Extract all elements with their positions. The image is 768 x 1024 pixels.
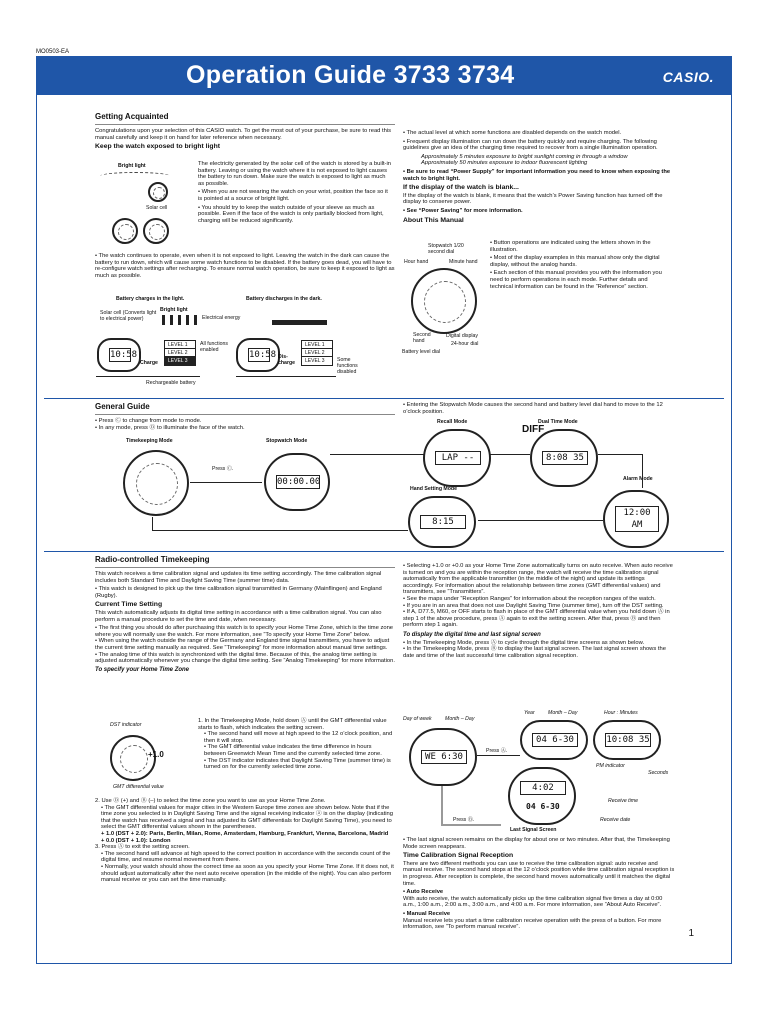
arrow: [478, 520, 603, 521]
title-banner: [36, 56, 732, 94]
bullet: • In the Timekeeping Mode, press Ⓐ to cycle through the digital time screens as shown below.: [403, 639, 645, 646]
mode-label: Recall Mode: [437, 419, 468, 425]
bullet: • The GMT differential value indicates the time difference in hours between Greenwich Mean Time and the currently selected time zone.: [204, 744, 382, 757]
bullet: • The watch continues to operate, even when it is not exposed to light. Leaving the watch in the dark can cause the battery to run down, which will cause some watch functions to be disabled. If the battery goes dead, you will have to re-configure watch settings after recharging. To ensure normal watch operation, be sure to keep it exposed to light as much as possible.: [95, 253, 395, 279]
bullet: • The DST indicator indicates that Daylight Saving Time (summer time) is turned on for the currently selected time zone.: [204, 757, 391, 771]
bullet: • Entering the Stopwatch Mode causes the second hand and battery level dial hand to move to the 12 o’clock position.: [403, 402, 663, 415]
arrow: [441, 824, 501, 826]
bullet: • Be sure to read “Power Supply” for important information you need to know when exposing the watch to bright light.: [403, 168, 671, 182]
mode-label: Stopwatch Mode: [266, 438, 308, 444]
step: 1. In the Timekeeping Mode, hold down Ⓐ until the GMT differential value starts to flash, which indicates the setting screen.: [198, 718, 387, 731]
mode-label: Hand Setting Mode: [410, 486, 457, 492]
general-guide-section: [95, 402, 395, 433]
page-title: Operation Guide 3733 3734: [186, 61, 515, 89]
getting-acquainted-section: [95, 112, 395, 152]
bullet: • If you are in an area that does not use Daylight Saving Time (summer time), turn off the DST setting.: [403, 602, 664, 609]
watch-display: 8:15: [408, 496, 476, 548]
bullet: • The second hand will advance at high speed to the correct position in accordance with the seconds count of the digital time, and resume normal movement from there.: [101, 850, 391, 864]
seconds-label: Seconds: [648, 770, 669, 776]
watch-illustration: [148, 182, 168, 202]
arrow: [190, 482, 262, 483]
dial24-label: 24-hour dial: [451, 341, 479, 347]
stopwatch-note: [403, 402, 673, 417]
home-zone-steps: [198, 718, 395, 773]
dst-indicator-label: DST indicator: [110, 722, 142, 728]
bullet: • The last signal screen remains on the display for about one or two minutes. After that, the Timekeeping Mode screen reappears.: [403, 837, 670, 850]
bullet: • The first thing you should do after purchasing this watch is to specify your Home Time Zone, which is the time zone where you will normally use the watch. For more information, see “To specify your Home Time Zone” below.: [95, 625, 394, 638]
discharges-caption: Battery discharges in the dark.: [246, 296, 322, 302]
mode-label: Dual Time Mode: [538, 419, 578, 425]
year-label: Year: [524, 710, 535, 716]
bullet: • Frequent display illumination can run down the battery quickly and require charging. The following guidelines give an idea of the charging time required to recover from a single illumination operation.: [403, 138, 658, 152]
subheading: Time Calibration Signal Reception: [403, 852, 514, 860]
mode-label: Timekeeping Mode: [126, 438, 173, 444]
solar-cell-label: Solar cell: [146, 205, 168, 211]
brand-logo: CASIO.: [662, 69, 714, 85]
paragraph: There are two different methods you can use to receive the time calibration signal: auto receive and manual receive. The second hand stops at the 12 o’clock position while time calibration signal reception is in progress. After reception is complete, the second hand moves automatically until it matches the digital time.: [403, 860, 675, 887]
arrow: [96, 376, 200, 377]
arrow: [598, 454, 643, 455]
month-day-label: Month – Day: [445, 716, 475, 722]
arrow: [490, 454, 530, 455]
solar-text: [198, 161, 393, 226]
radio-section: [95, 555, 395, 674]
note: Approximately 50 minutes exposure to indoor fluorescent lighting: [421, 160, 588, 167]
watch-illustration: [143, 218, 169, 244]
section-divider: [44, 551, 724, 552]
arrow: [477, 755, 520, 756]
bullet: • This watch is designed to pick up the time calibration signal transmitted in Germany (Mainflingen) and England (Rugby).: [95, 586, 382, 599]
watch-face-illustration: [123, 450, 189, 516]
rechargeable-battery-label: Rechargeable battery: [146, 380, 196, 386]
step: 3. Press Ⓐ to exit the setting screen.: [95, 844, 190, 851]
subheading: If the display of the watch is blank...: [403, 184, 519, 192]
bullet-heading: • Auto Receive: [403, 889, 444, 896]
bullet: • The actual level at which some functions are disabled depends on the watch model.: [403, 130, 622, 136]
bullet: • The GMT differential values for major cities in the Western Europe time zones are shown below. Note that if the time zone you selected is in Daylight Saving Time and the signal receiving indicator ⓐ is on the display (indicating that the watch has received a signal and has adjusted its GMT differentials for Daylight Saving Time), you need to select the GMT differential values shown in the parentheses.: [101, 804, 393, 831]
bullet: • Each section of this manual provides you with the information you need to perform operations in each mode. Further details and technical information can be found in the “Reference” section.: [490, 270, 662, 290]
bullet: • See “Power Saving” for more information.: [403, 207, 523, 214]
step: 2. Use Ⓓ (+) and Ⓑ (–) to select the time zone you want to use as your Home Time Zone.: [95, 798, 326, 804]
arrow: [152, 517, 153, 530]
battery-levels: LEVEL 1 LEVEL 2 LEVEL 3: [301, 340, 333, 366]
watch-display: LAP --: [423, 429, 491, 487]
watch-display: 00:00.00: [264, 453, 330, 511]
month-day-label: Month – Day: [548, 710, 578, 716]
charging-notes: [403, 130, 673, 225]
all-functions-label: All functions enabled: [200, 341, 228, 353]
bright-light-label: Bright light: [160, 307, 188, 313]
arrow: [441, 786, 443, 824]
bullet: • Selecting +1.0 or +0.0 as your Home Time Zone automatically turns on auto receive. When auto receive is turned on and you are within the reception range, the watch will receive the time calibration signal automatically from the applicable transmitter (in the middle of the night) and update its settings accordingly. For information about the relationship between time zones (GMT differential values) and transmitters, see “Transmitters”.: [403, 563, 673, 596]
watch-face-illustration: [411, 268, 477, 334]
last-signal-caption: Last Signal Screen: [510, 827, 557, 833]
electrical-energy-label: Electrical energy: [202, 315, 241, 321]
section-divider: [44, 398, 724, 399]
watch-display: 04 6-30: [520, 720, 588, 760]
paragraph: Manual receive lets you start a time calibration receive operation with the press of a button. For more information, see “To perform manual receive”.: [403, 917, 662, 931]
bullet: • Normally, your watch should show the correct time as soon as you specify your Home Time Zone. If it does not, it should adjust automatically after the next auto receive operation (in the middle of the night). You can also perform manual receive or you can set the time manually.: [101, 863, 394, 884]
subheading: About This Manual: [403, 216, 464, 224]
battery-levels: LEVEL 1 LEVEL 2 LEVEL 3: [164, 340, 196, 366]
solar-cell-label: Solar cell (Converts light to electrical power): [100, 310, 157, 322]
discharge-label: Dis-charge: [278, 354, 296, 366]
bullet-heading: • Manual Receive: [403, 910, 451, 917]
bullet: • Press Ⓒ to change from mode to mode.: [95, 418, 202, 424]
subheading: Current Time Setting: [95, 601, 163, 609]
digital-display-label: Digital display: [446, 333, 479, 339]
bullet: • In the Timekeeping Mode, press Ⓑ to display the last signal screen. The last signal screen shows the date and time of the last successful time calibration signal reception.: [403, 646, 666, 659]
bullet: • The second hand will move at high speed to the 12 o’clock position, and then it will stop.: [204, 731, 393, 744]
bullet: • Most of the display examples in this manual show only the digital display, without the analog hands.: [490, 255, 660, 268]
section-heading: Radio-controlled Timekeeping: [95, 555, 210, 564]
watch-display: 8:08 35: [530, 429, 598, 487]
battery-level-dial-label: Battery level dial: [402, 349, 441, 355]
last-signal-date: 04 6-30: [526, 802, 560, 811]
watch-display: 4:02: [508, 767, 576, 825]
subheading: To display the digital time and last signal screen: [403, 631, 541, 638]
hour-minutes-label: Hour : Minutes: [604, 710, 638, 716]
light-arrows-icon: [162, 315, 200, 325]
bullet: • In any mode, press Ⓓ to illuminate the face of the watch.: [95, 424, 245, 431]
section-heading: Getting Acquainted: [95, 112, 169, 121]
bullet: • The analog time of this watch is synchronized with the digital time. Because of this, the analog time setting is adjusted automatically whenever you change the digital time setting. See “Analog Timekeeping” for more information.: [95, 651, 395, 665]
press-c-label: Press Ⓒ.: [212, 466, 234, 472]
receive-time-label: Receive time: [608, 798, 638, 804]
reception-section: [403, 837, 675, 933]
receive-date-label: Receive date: [600, 817, 631, 823]
auto-receive-notes: [403, 563, 675, 661]
paragraph: Congratulations upon your selection of this CASIO watch. To get the most out of your purchase, be sure to read this manual carefully and keep it on hand for later reference when necessary.: [95, 128, 392, 141]
city-list: + 0.0 (DST + 1.0): London: [101, 837, 171, 844]
subheading: Keep the watch exposed to bright light: [95, 143, 220, 151]
diff-indicator: DIFF: [522, 424, 545, 435]
watch-display: 10:58: [236, 338, 280, 372]
pm-indicator-label: PM indicator: [596, 763, 625, 769]
watch-display: 10:58: [97, 338, 141, 372]
paragraph: The electricity generated by the solar cell of the watch is stored by a built-in battery. Leaving or using the watch where it is not exposed to light causes the battery to run down. Make sure the watch is exposed to light as much as possible.: [198, 161, 392, 187]
watch-illustration: [112, 218, 138, 244]
bullet: • See the maps under “Reception Ranges” for information about the reception ranges of the watch.: [403, 595, 656, 602]
minute-hand-label: Minute hand: [449, 259, 478, 265]
battery-text: [95, 253, 395, 281]
bullet: • When you are not wearing the watch on your wrist, position the face so it is pointed at a source of bright light.: [198, 189, 388, 202]
paragraph: If the display of the watch is blank, it means that the watch’s Power Saving function has turned off the display to conserve power.: [403, 192, 663, 206]
city-list: + 1.0 (DST + 2.0): Paris, Berlin, Milan, Rome, Amsterdam, Hamburg, Frankfurt, Vienna, Barcelona, Madrid: [101, 830, 389, 837]
bright-light-label: Bright light: [118, 163, 146, 169]
gmt-value-display: +1.0: [148, 750, 164, 759]
gmt-label: GMT differential value: [113, 784, 164, 790]
hour-hand-label: Hour hand: [404, 259, 429, 265]
some-functions-label: Some functions disabled: [337, 357, 358, 375]
arrow: [152, 530, 408, 531]
press-b-label: Press Ⓑ.: [453, 817, 475, 823]
arrow: [642, 454, 643, 488]
watch-display: 10:08 35: [593, 720, 661, 760]
second-hand-label: Second hand: [413, 332, 431, 344]
mode-label: Alarm Mode: [623, 476, 653, 482]
day-of-week-label: Day of week: [403, 716, 432, 722]
arrow: [330, 454, 425, 455]
note: Approximately 5 minutes exposure to bright sunlight coming in through a window: [421, 153, 628, 160]
charge-label: Charge: [140, 360, 158, 366]
arrow: [236, 376, 336, 377]
dark-bar: [272, 320, 327, 325]
bullet: • When using the watch outside the range of the Germany and England time signal transmitters, you have to adjust the current time setting manually as required. See “Timekeeping” for more information about manual time settings.: [95, 638, 390, 651]
home-zone-steps-cont: [95, 798, 395, 886]
watch-display: 12:00 AM: [603, 490, 669, 548]
about-manual-text: [490, 240, 672, 292]
document-code: MO0503-EA: [36, 49, 70, 55]
paragraph: This watch automatically adjusts its digital time setting in accordance with a time calibration signal. You can also perform a manual procedure to set the time and date, when necessary.: [95, 609, 382, 623]
watch-display: WE 6:30: [409, 728, 477, 786]
sun-icon: [100, 172, 170, 180]
bullet: • If A, D77.5, M60, or OFF starts to flash in place of the GMT differential value when you hold down Ⓐ in step 1 of the above procedure, press Ⓐ again to exit the setting screen. After that, press Ⓑ and then perform step 1 again.: [403, 609, 670, 629]
paragraph: With auto receive, the watch automatically picks up the time calibration signal five times a day at 0:00 a.m., 1:00 a.m., 2:00 a.m., 3:00 a.m., and 4:00 a.m. For more information, see “About Auto Receive”.: [403, 895, 663, 909]
page-number: 1: [688, 928, 694, 939]
stopwatch-dial-label: Stopwatch 1/20 second dial: [428, 243, 464, 255]
charges-caption: Battery charges in the light.: [116, 296, 185, 302]
paragraph: This watch receives a time calibration signal and updates its time setting accordingly. The time calibration signal includes both Standard Time and Daylight Saving Time (summer time) data.: [95, 571, 382, 584]
bullet: • Button operations are indicated using the letters shown in the illustration.: [490, 240, 651, 253]
subheading: To specify your Home Time Zone: [95, 666, 190, 673]
bullet: • You should try to keep the watch outside of your sleeve as much as possible. Even if the face of the watch is only partially blocked from light, charging will be reduced significantly.: [198, 204, 384, 224]
section-heading: General Guide: [95, 402, 150, 411]
press-a-label: Press Ⓐ.: [486, 748, 508, 754]
